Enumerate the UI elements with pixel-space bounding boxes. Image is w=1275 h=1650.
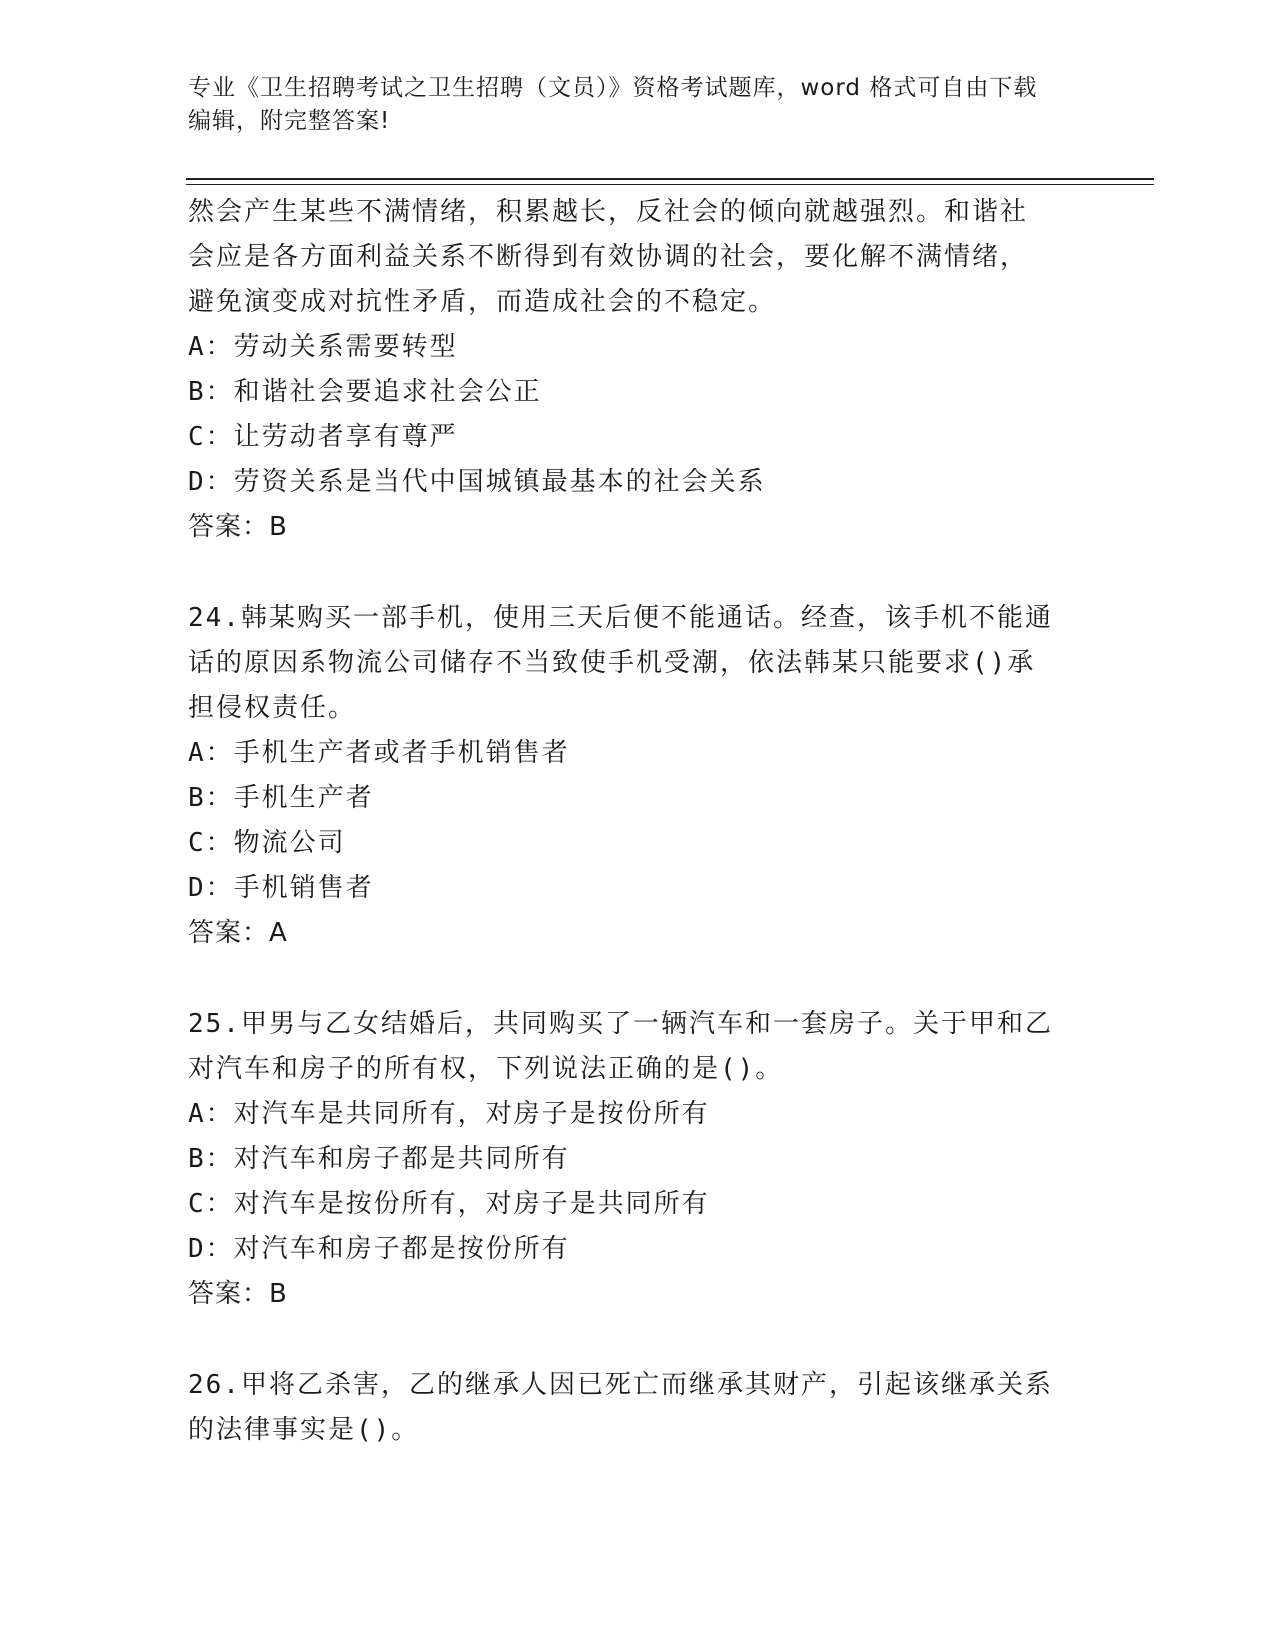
header-divider-thick [186, 178, 1154, 180]
option-a: A：对汽车是共同所有，对房子是按份所有 [188, 1099, 710, 1129]
option-d: D：手机销售者 [188, 873, 374, 903]
spacer [188, 956, 1088, 1002]
option-c: C：物流公司 [188, 828, 346, 858]
question-text-line: 的法律事实是()。 [188, 1415, 420, 1445]
question-text-line: 对汽车和房子的所有权，下列说法正确的是()。 [188, 1054, 784, 1084]
option-b: B：和谐社会要追求社会公正 [188, 377, 542, 407]
option-c: C：对汽车是按份所有，对房子是共同所有 [188, 1189, 710, 1219]
option-c: C：让劳动者享有尊严 [188, 422, 458, 452]
question-text-line: 会应是各方面利益关系不断得到有效协调的社会，要化解不满情绪， [188, 242, 1029, 272]
option-a: A：劳动关系需要转型 [188, 332, 458, 362]
option-b: B：手机生产者 [188, 783, 374, 813]
option-d: D：劳资关系是当代中国城镇最基本的社会关系 [188, 467, 766, 497]
header-line: 专业《卫生招聘考试之卫生招聘（文员）》资格考试题库，word 格式可自由下载 [188, 75, 1038, 101]
document-body [188, 190, 1088, 1453]
answer-line: 答案：A [188, 918, 288, 948]
question-26 [188, 1363, 1088, 1453]
spacer [188, 1317, 1088, 1363]
answer-line: 答案：B [188, 512, 288, 542]
spacer [188, 550, 1088, 596]
header-divider-thin [186, 184, 1154, 185]
question-text-line: 担侵权责任。 [188, 693, 357, 723]
header-line: 编辑，附完整答案! [188, 108, 391, 134]
page-header [188, 72, 1068, 138]
option-a: A：手机生产者或者手机销售者 [188, 738, 570, 768]
question-text-line: 避免演变成对抗性矛盾，而造成社会的不稳定。 [188, 287, 777, 317]
question-text-line: 话的原因系物流公司储存不当致使手机受潮，依法韩某只能要求()承 [188, 648, 1036, 678]
question-text-line: 然会产生某些不满情绪，积累越长，反社会的倾向就越强烈。和谐社 [188, 197, 1029, 227]
question-text-line: 26.甲将乙杀害，乙的继承人因已死亡而继承其财产，引起该继承关系 [188, 1370, 1053, 1400]
question-24 [188, 596, 1088, 956]
question-continuation [188, 190, 1088, 550]
option-d: D：对汽车和房子都是按份所有 [188, 1234, 570, 1264]
answer-line: 答案：B [188, 1279, 288, 1309]
question-25 [188, 1002, 1088, 1317]
question-text-line: 24.韩某购买一部手机，使用三天后便不能通话。经查，该手机不能通 [188, 603, 1053, 633]
option-b: B：对汽车和房子都是共同所有 [188, 1144, 570, 1174]
question-text-line: 25.甲男与乙女结婚后，共同购买了一辆汽车和一套房子。关于甲和乙 [188, 1009, 1053, 1039]
